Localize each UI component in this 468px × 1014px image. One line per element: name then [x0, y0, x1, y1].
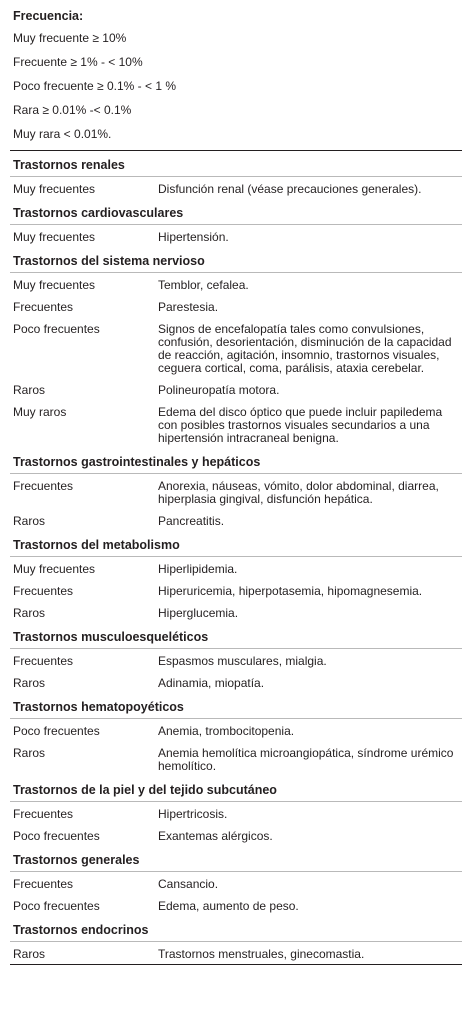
section — [0, 199, 468, 247]
table-row — [10, 894, 462, 916]
frequency-label: Raros — [13, 947, 46, 961]
frequency-line: Muy frecuente ≥ 10% — [13, 31, 127, 45]
section-title: Trastornos renales — [10, 151, 462, 177]
table-row — [10, 317, 462, 378]
frequency-label: Frecuentes — [13, 584, 74, 598]
section-title: Trastornos generales — [10, 846, 462, 872]
table-row — [10, 474, 462, 509]
frequency-line: Frecuente ≥ 1% - < 10% — [13, 55, 143, 69]
section — [0, 846, 468, 916]
frequency-label: Raros — [13, 383, 46, 397]
frequency-line: Poco frecuente ≥ 0.1% - < 1 % — [13, 79, 177, 93]
effect-description: Exantemas alérgicos. — [158, 829, 273, 843]
table-row — [10, 579, 462, 601]
effect-description: Edema del disco óptico que puede incluir papiledema con posibles trastornos visuales secundarios a una hipertensión intracraneal benigna. — [158, 405, 443, 445]
effect-description: Polineuropatía motora. — [158, 383, 280, 397]
frequency-label: Frecuentes — [13, 479, 74, 493]
table-row — [10, 378, 462, 400]
frequency-label: Frecuentes — [13, 877, 74, 891]
frequency-label: Poco frecuentes — [13, 724, 100, 738]
frequency-label: Muy frecuentes — [13, 278, 96, 292]
adverse-effects-table — [0, 151, 468, 965]
table-row — [10, 802, 462, 824]
table-row — [10, 741, 462, 776]
section-title: Trastornos hematopoyéticos — [10, 693, 462, 719]
effect-description: Anorexia, náuseas, vómito, dolor abdominal, diarrea, hiperplasia gingival, disfunción hepática. — [158, 479, 439, 506]
effect-description: Pancreatitis. — [158, 514, 225, 528]
effect-description: Parestesia. — [158, 300, 219, 314]
section — [0, 531, 468, 623]
table-row — [10, 509, 462, 531]
effect-description: Anemia hemolítica microangiopática, síndrome urémico hemolítico. — [158, 746, 454, 773]
table-row — [10, 400, 462, 448]
effect-description: Disfunción renal (véase precauciones generales). — [158, 182, 422, 196]
table-row — [10, 872, 462, 894]
table-row — [10, 719, 462, 741]
section — [0, 916, 468, 965]
table-row — [10, 225, 462, 247]
section — [0, 693, 468, 776]
table-row — [10, 601, 462, 623]
frequency-legend — [0, 0, 468, 150]
effect-description: Hipertensión. — [158, 230, 229, 244]
frequency-label: Raros — [13, 746, 46, 760]
frequency-label: Raros — [13, 606, 46, 620]
table-row — [10, 824, 462, 846]
effect-description: Hiperlipidemia. — [158, 562, 238, 576]
effect-description: Signos de encefalopatía tales como convulsiones, confusión, desorientación, disminución de la capacidad de reacción, agitación, insomnio, trastornos visuales, ceguera cortical, coma, parálisis, ataxia cerebelar. — [158, 322, 452, 375]
frequency-title: Frecuencia: — [13, 9, 84, 23]
frequency-label: Muy frecuentes — [13, 562, 96, 576]
effect-description: Cansancio. — [158, 877, 219, 891]
table-row — [10, 557, 462, 579]
section-title: Trastornos del sistema nervioso — [10, 247, 462, 273]
section-title: Trastornos musculoesqueléticos — [10, 623, 462, 649]
table-row — [10, 649, 462, 671]
section-title: Trastornos cardiovasculares — [10, 199, 462, 225]
frequency-label: Muy frecuentes — [13, 182, 96, 196]
section — [0, 623, 468, 693]
frequency-label: Poco frecuentes — [13, 829, 100, 843]
table-row — [10, 942, 462, 965]
frequency-label: Frecuentes — [13, 654, 74, 668]
section — [0, 247, 468, 448]
effect-description: Hiperuricemia, hiperpotasemia, hipomagnesemia. — [158, 584, 423, 598]
frequency-label: Raros — [13, 676, 46, 690]
frequency-line: Rara ≥ 0.01% -< 0.1% — [13, 103, 132, 117]
table-row — [10, 295, 462, 317]
frequency-label: Frecuentes — [13, 807, 74, 821]
section — [0, 776, 468, 846]
frequency-label: Muy raros — [13, 405, 67, 419]
table-row — [10, 671, 462, 693]
frequency-label: Poco frecuentes — [13, 899, 100, 913]
table-row — [10, 273, 462, 295]
frequency-label: Raros — [13, 514, 46, 528]
effect-description: Hiperglucemia. — [158, 606, 239, 620]
frequency-line: Muy rara < 0.01%. — [13, 127, 112, 141]
frequency-label: Poco frecuentes — [13, 322, 100, 336]
section — [0, 151, 468, 199]
effect-description: Espasmos musculares, mialgia. — [158, 654, 327, 668]
section — [0, 448, 468, 531]
frequency-label: Muy frecuentes — [13, 230, 96, 244]
section-title: Trastornos de la piel y del tejido subcutáneo — [10, 776, 462, 802]
frequency-label: Frecuentes — [13, 300, 74, 314]
effect-description: Temblor, cefalea. — [158, 278, 249, 292]
effect-description: Adinamia, miopatía. — [158, 676, 265, 690]
section-title: Trastornos endocrinos — [10, 916, 462, 942]
effect-description: Edema, aumento de peso. — [158, 899, 299, 913]
table-row — [10, 177, 462, 199]
section-title: Trastornos gastrointestinales y hepáticos — [10, 448, 462, 474]
effect-description: Trastornos menstruales, ginecomastia. — [158, 947, 365, 961]
effect-description: Hipertricosis. — [158, 807, 228, 821]
effect-description: Anemia, trombocitopenia. — [158, 724, 295, 738]
section-title: Trastornos del metabolismo — [10, 531, 462, 557]
